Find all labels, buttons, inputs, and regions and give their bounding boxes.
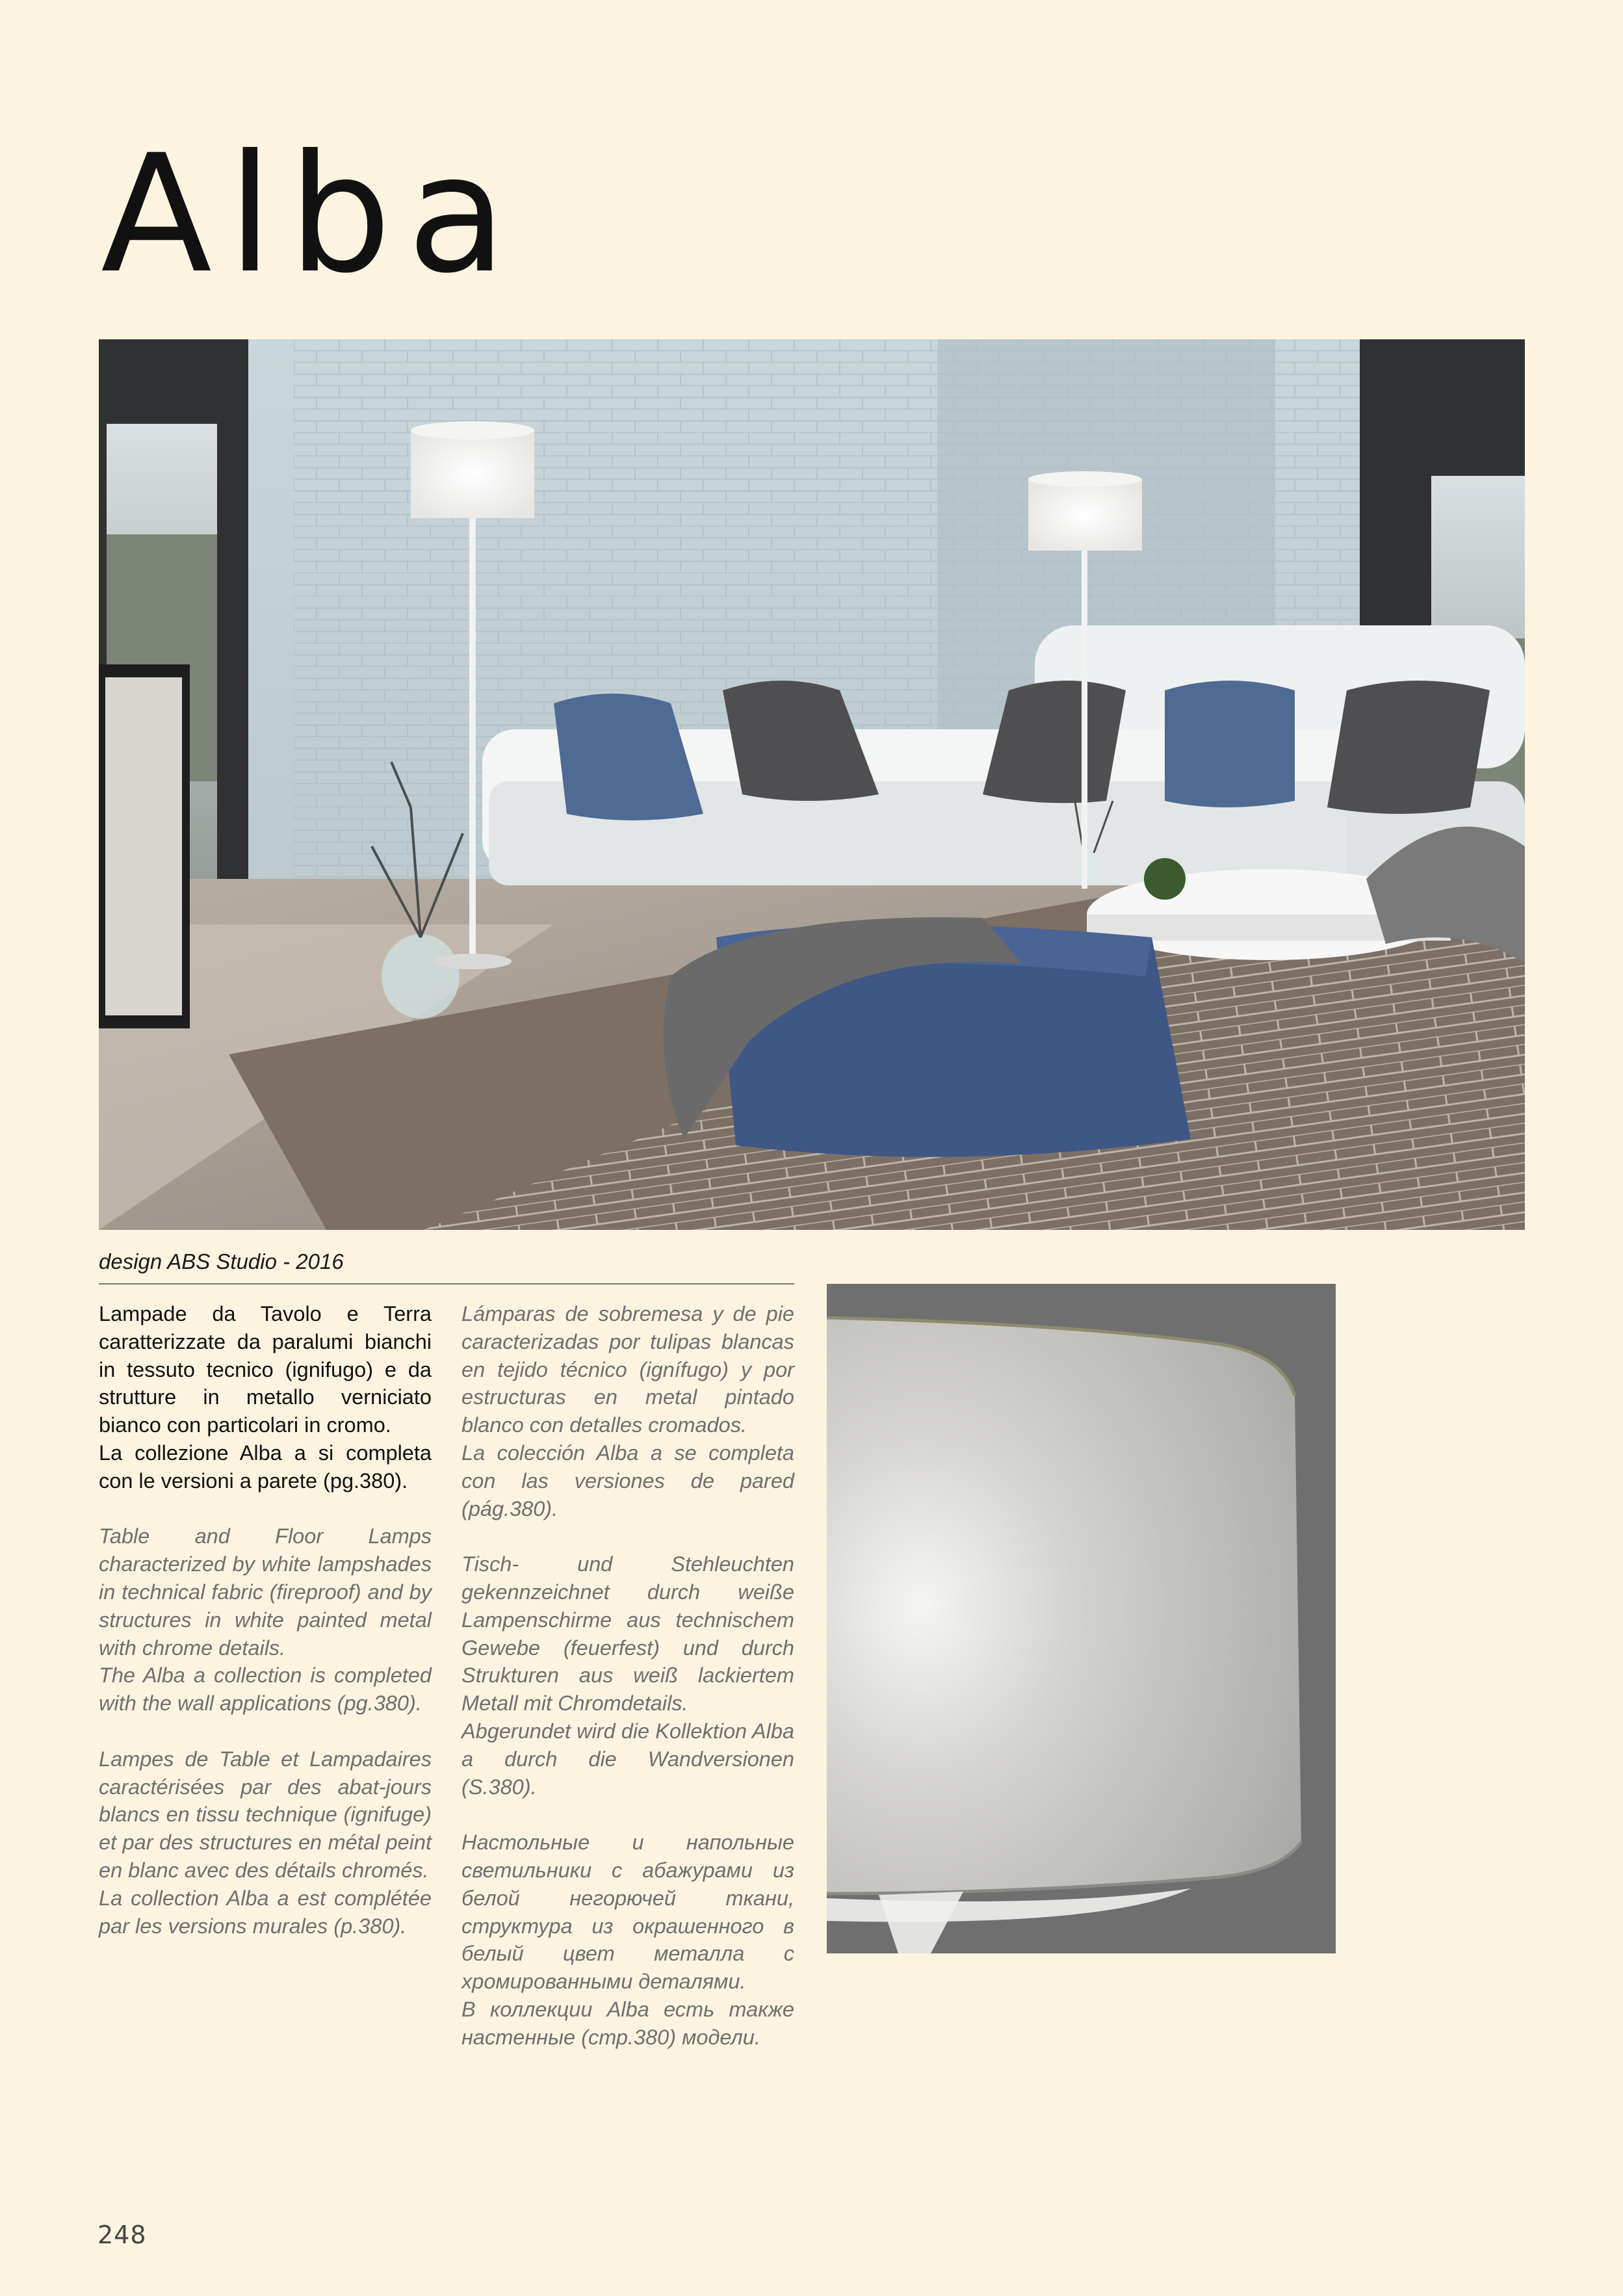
russian-description [461, 1829, 794, 2051]
page-title: Alba [101, 120, 523, 309]
french-description [99, 1745, 432, 1940]
description-column-1 [99, 1300, 432, 1968]
design-credit: design ABS Studio - 2016 [99, 1249, 794, 1285]
spanish-description [461, 1300, 794, 1522]
spanish-paragraph-2: La colección Alba a se completa con las versiones de pared (pág.380). [461, 1441, 794, 1520]
russian-paragraph-2: В коллекции Alba есть также настенные (стр.380) модели. [461, 1997, 794, 2049]
german-description [461, 1550, 794, 1801]
english-description [99, 1522, 432, 1717]
italian-description [99, 1300, 432, 1495]
french-paragraph-1: Lampes de Table et Lampadaires caractérisées par des abat-jours blancs en tissu technique (ignifuge) et par des structures en métal peint en blanc avec des détails chromés. [99, 1747, 432, 1882]
spanish-paragraph-1: Lámparas de sobremesa y de pie caracterizadas por tulipas blancas en tejido técnico (ignífugo) y por estructuras en metal pintado blanco con detalles cromados. [461, 1302, 794, 1437]
german-paragraph-2: Abgerundet wird die Kollektion Alba a durch die Wandversionen (S.380). [461, 1719, 794, 1799]
english-paragraph-2: The Alba a collection is completed with the wall applications (pg.380). [99, 1663, 432, 1715]
german-paragraph-1: Tisch- und Stehleuchten gekennzeichnet durch weiße Lampenschirme aus technischem Gewebe (feuerfest) und durch Strukturen aus weiß lackiertem Metall mit Chromdetails. [461, 1552, 794, 1715]
italian-paragraph-2: La collezione Alba a si completa con le versioni a parete (pg.380). [99, 1441, 432, 1493]
lampshade-detail-photo [827, 1284, 1336, 1953]
page-number: 248 [97, 2221, 147, 2249]
english-paragraph-1: Table and Floor Lamps characterized by white lampshades in technical fabric (fireproof) and by structures in white painted metal with chrome details. [99, 1524, 432, 1660]
living-room-photo [99, 339, 1525, 1230]
russian-paragraph-1: Настольные и напольные светильники с абажурами из белой негорючей ткани, структура из окрашенного в белый цвет металла с хромированными деталями. [461, 1831, 794, 1994]
italian-paragraph-1: Lampade da Tavolo e Terra caratterizzate da paralumi bianchi in tessuto tecnico (ignifugo) e da strutture in metallo verniciato bianco con particolari in cromo. [99, 1302, 432, 1437]
description-column-2 [461, 1300, 794, 2079]
french-paragraph-2: La collection Alba a est complétée par les versions murales (p.380). [99, 1886, 432, 1938]
